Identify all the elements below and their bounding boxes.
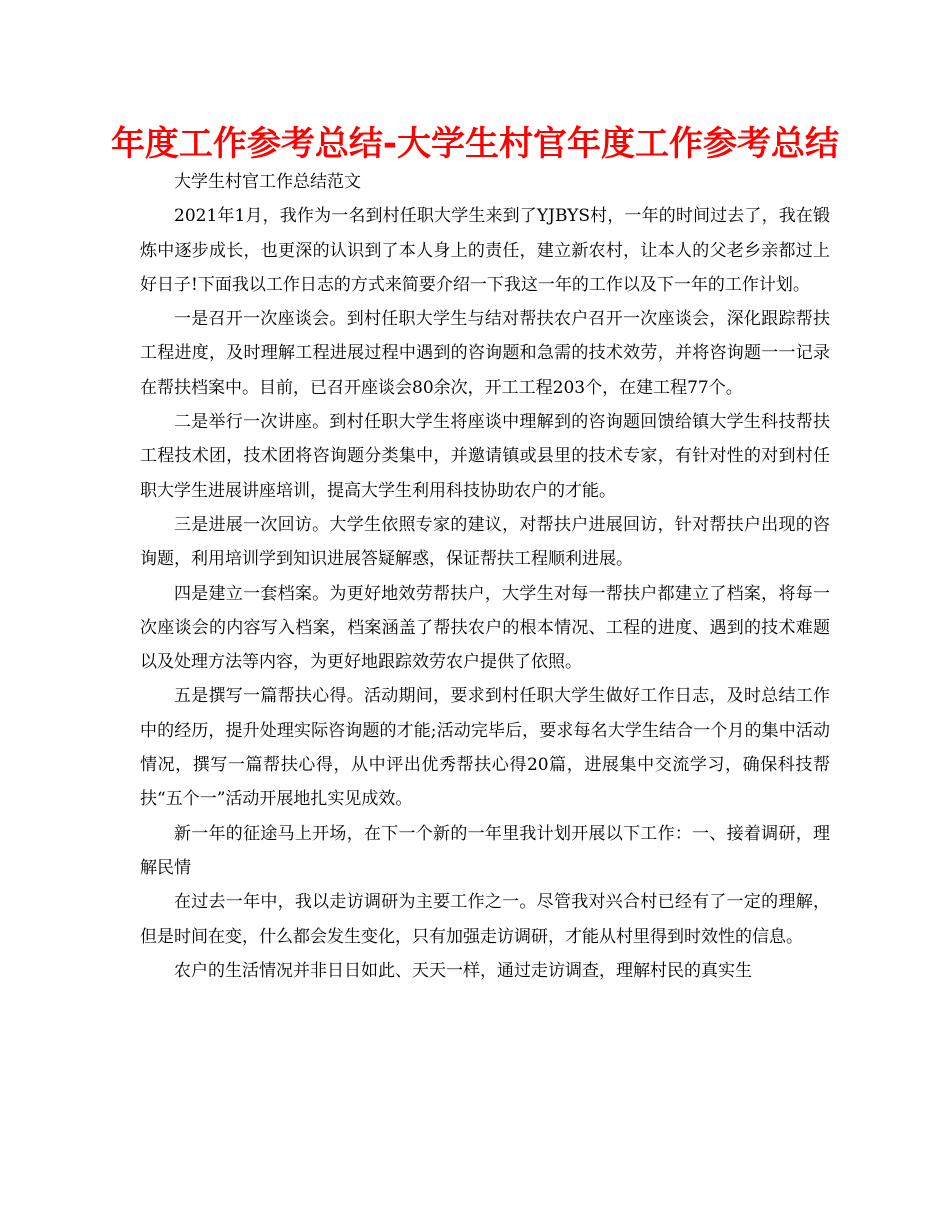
subtitle-paragraph: 大学生村官工作总结范文 bbox=[174, 172, 361, 192]
body-paragraph: 一是召开一次座谈会。到村任职大学生与结对帮扶农户召开一次座谈会，深化跟踪帮扶工程进度，及时理解工程进展过程中遇到的咨询题和急需的技术效劳，并将咨询题一一记录在帮扶档案中。目前，已召开座谈会80余次，开工工程203个，在建工程77个。 bbox=[140, 309, 830, 398]
body-paragraph: 新一年的征途马上开场，在下一个新的一年里我计划开展以下工作：一、接着调研，理解民情 bbox=[140, 823, 830, 878]
document-title: 年度工作参考总结-大学生村官年度工作参考总结 bbox=[110, 124, 840, 164]
document-body bbox=[140, 165, 830, 988]
body-paragraph: 二是举行一次讲座。到村任职大学生将座谈中理解到的咨询题回馈给镇大学生科技帮扶工程技术团，技术团将咨询题分类集中，并邀请镇或县里的技术专家，有针对性的对到村任职大学生进展讲座培训，提高大学生利用科技协助农户的才能。 bbox=[140, 412, 830, 501]
body-paragraph: 三是进展一次回访。大学生依照专家的建议，对帮扶户进展回访，针对帮扶户出现的咨询题，利用培训学到知识进展答疑解惑，保证帮扶工程顺利进展。 bbox=[140, 514, 830, 570]
body-paragraph: 农户的生活情况并非日日如此、天天一样，通过走访调查，理解村民的真实生 bbox=[174, 960, 752, 981]
body-paragraph: 2021年1月，我作为一名到村任职大学生来到了YJBYS村，一年的时间过去了，我在锻炼中逐步成长，也更深的认识到了本人身上的责任，建立新农村，让本人的父老乡亲都过上好日子!下面我以工作日志的方式来简要介绍一下我这一年的工作以及下一年的工作计划。 bbox=[140, 206, 830, 295]
body-paragraph: 在过去一年中，我以走访调研为主要工作之一。尽管我对兴合村已经有了一定的理解，但是时间在变，什么都会发生变化，只有加强走访调研，才能从村里得到时效性的信息。 bbox=[140, 892, 830, 947]
body-paragraph: 四是建立一套档案。为更好地效劳帮扶户，大学生对每一帮扶户都建立了档案，将每一次座谈会的内容写入档案，档案涵盖了帮扶农户的根本情况、工程的进度、遇到的技术难题以及处理方法等内容，为更好地跟踪效劳农户提供了依照。 bbox=[140, 583, 830, 673]
body-paragraph: 五是撰写一篇帮扶心得。活动期间，要求到村任职大学生做好工作日志，及时总结工作中的经历，提升处理实际咨询题的才能;活动完毕后，要求每名大学生结合一个月的集中活动情况，撰写一篇帮扶心得，从中评出优秀帮扶心得20篇，进展集中交流学习，确保科技帮扶“五个一”活动开展地扎实见成效。 bbox=[140, 686, 830, 810]
